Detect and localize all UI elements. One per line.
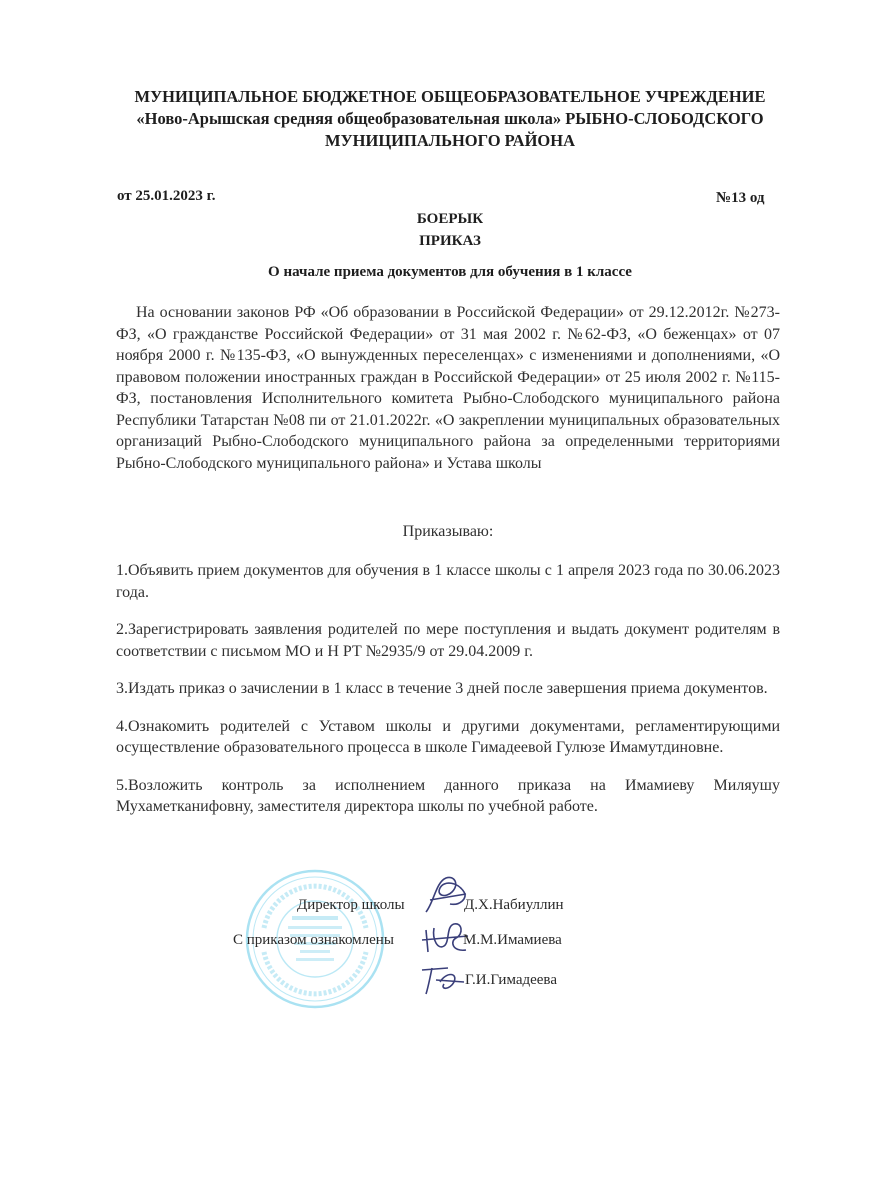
preamble-text: На основании законов РФ «Об образовании в Российской Федерации» от 29.12.2012г. №273-ФЗ, «О гражданстве Российской Федерации» от 31 мая 2002 г. №62-ФЗ, «О беженцах» от 07 ноября 2000 г. №135-ФЗ, «О вынужденных переселенцах» с изменениями и дополнениями, «О правовом положении иностранных граждан в Российской Федерации» от 25 июля 2002 г. №115-ФЗ, постановления Исполнительного комитета Рыбно-Слободского муниципального района Республики Татарстан №08 пи от 21.01.2022г. «О закреплении муниципальных образовательных организаций Рыбно-Слободского муниципального района за определенными территориями Рыбно-Слободского муниципального района» и Устава школы [116,304,781,472]
signature-2-icon [418,960,468,1000]
order-date: от 25.01.2023 г. [117,188,216,204]
order-item: 2.Зарегистрировать заявления родителей по мере поступления и выдать документ родителям в соответствии с письмом МО и Н РТ №2935/9 от 29.04.2009 г. [116,621,780,660]
director-label: Директор школы [297,897,405,913]
director-name: Д.Х.Набиуллин [464,897,564,913]
title-tatar: БОЕРЫК [416,211,484,227]
order-items-list [116,560,780,834]
acquainted-label: С приказом ознакомлены [233,932,394,948]
header-line-2: «Ново-Арышская средняя общеобразовательная школа» РЫБНО-СЛОБОДСКОГО [136,109,764,128]
order-subject: О начале приема документов для обучения в 1 классе [268,264,632,280]
order-item: 5.Возложить контроль за исполнением данного приказа на Имамиеву Миляушу Мухаметканифовну, заместителя директора школы по учебной работе. [116,776,780,815]
order-item: 1.Объявить прием документов для обучения в 1 классе школы с 1 апреля 2023 года по 30.06.2023 года. [116,562,780,601]
header-line-1: МУНИЦИПАЛЬНОЕ БЮДЖЕТНОЕ ОБЩЕОБРАЗОВАТЕЛЬНОЕ УЧРЕЖДЕНИЕ [134,87,766,106]
order-item: 4.Ознакомить родителей с Уставом школы и другими документами, регламентирующими осуществление образовательного процесса в школе Гимадеевой Гулюзе Имамутдиновне. [116,717,780,756]
title-russian: ПРИКАЗ [419,233,481,249]
order-item: 3.Издать приказ о зачислении в 1 класс в течение 3 дней после завершения приема документов. [116,680,768,697]
preamble-paragraph [116,302,780,474]
decree-word: Приказываю: [402,523,494,540]
document-title [300,208,600,252]
acquainted-person-1: М.М.Имамиева [463,932,562,948]
header-line-3: МУНИЦИПАЛЬНОГО РАЙОНА [325,131,575,150]
organization-header [100,86,800,152]
order-number: №13 од [716,190,765,206]
acquainted-person-2: Г.И.Гимадеева [465,972,557,988]
